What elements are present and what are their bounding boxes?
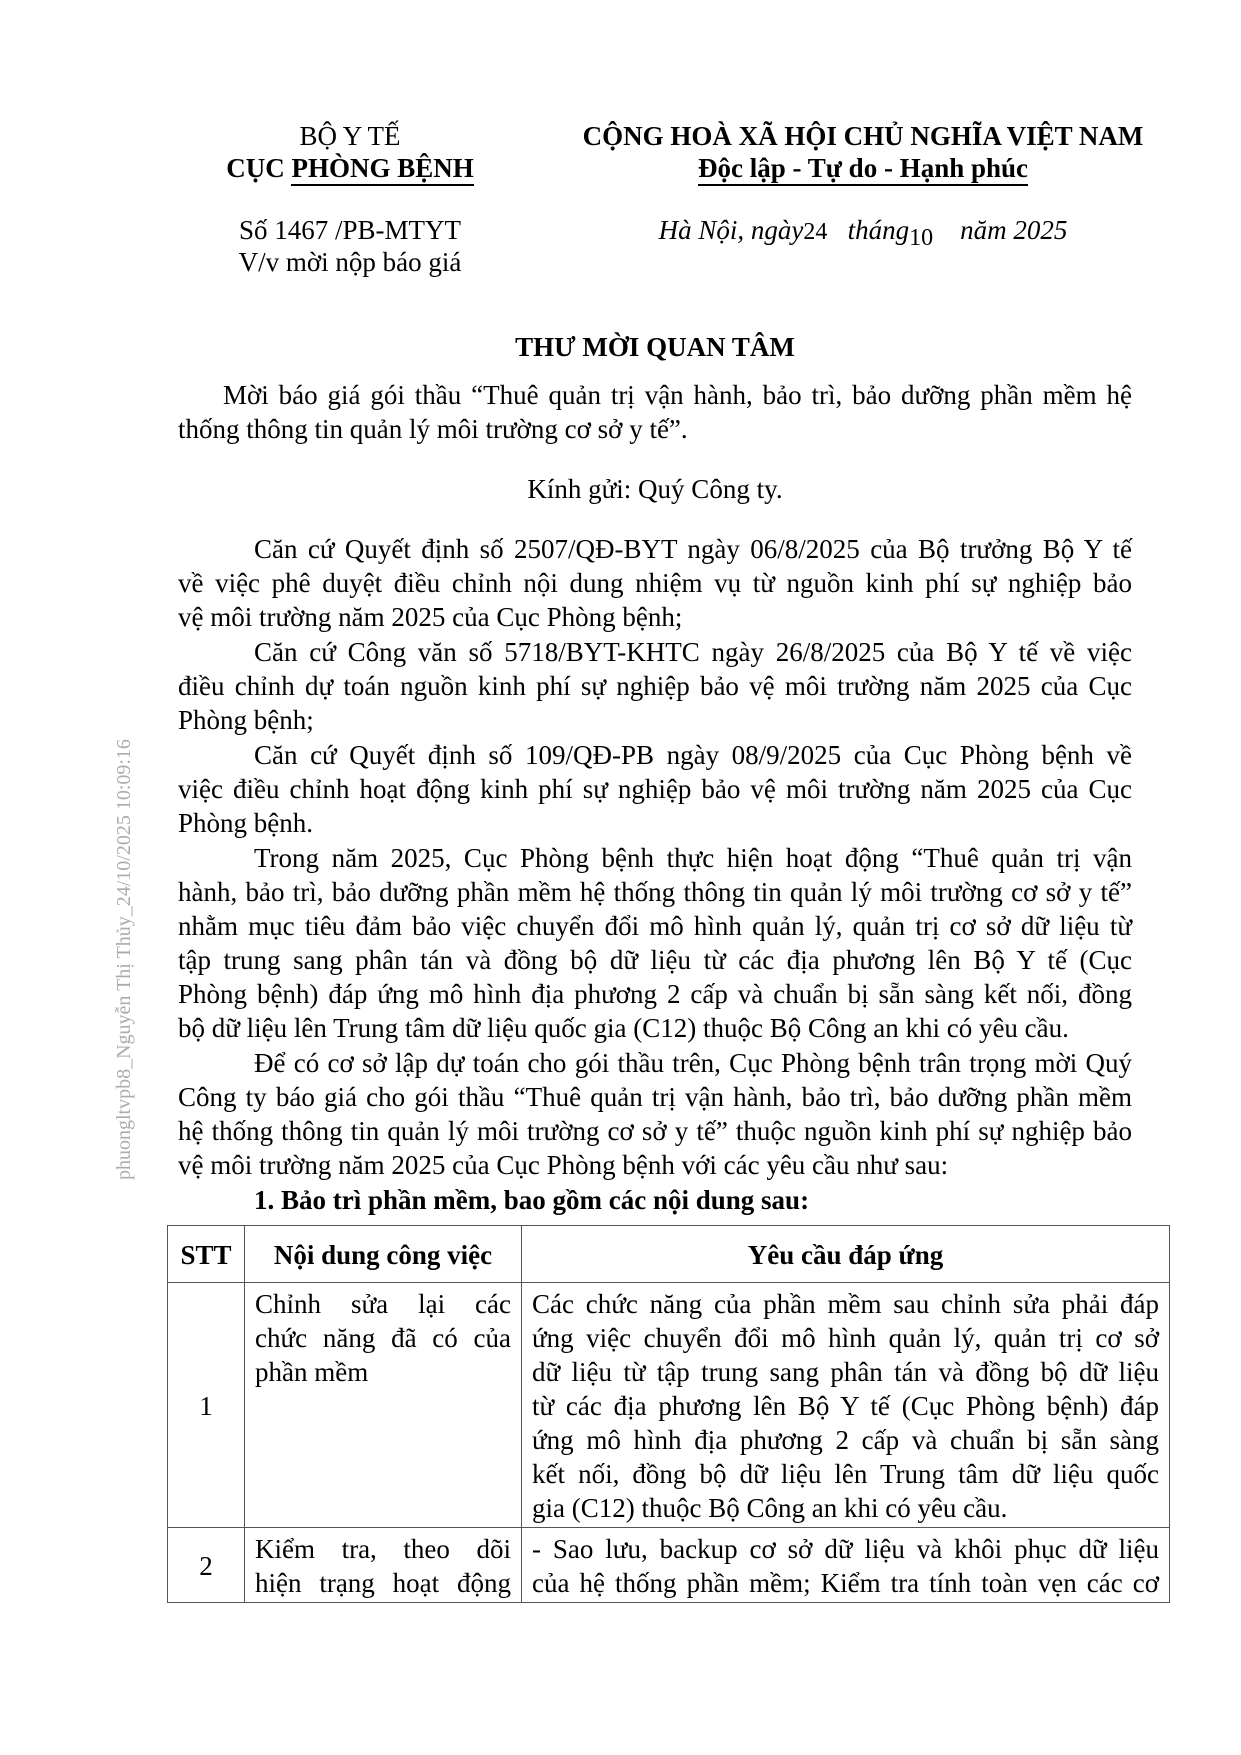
body-paragraph bbox=[178, 1046, 1132, 1182]
document-number: Số 1467 /PB-MTYT bbox=[238, 215, 462, 245]
date-prefix: Hà Nội, ngày bbox=[658, 215, 804, 245]
requirement-line: của hệ thống phần mềm; Kiểm tra tính toàn vẹn các cơ bbox=[532, 1568, 1159, 1598]
paragraph-line: vệ môi trường năm 2025 của Cục Phòng bệnh; bbox=[178, 602, 683, 632]
paragraph-line: Căn cứ Quyết định số 109/QĐ-PB ngày 08/9/2025 của Cục Phòng bệnh về bbox=[254, 740, 1132, 770]
cell-task bbox=[245, 1528, 522, 1603]
paragraph-line: tập trung sang phân tán và đồng bộ dữ liệu từ các địa phương lên Bộ Y tế (Cục bbox=[178, 945, 1132, 975]
table-row bbox=[168, 1528, 1170, 1603]
date-day: 24 bbox=[803, 219, 828, 245]
body-paragraph bbox=[178, 738, 1132, 840]
cell-stt: 2 bbox=[168, 1528, 245, 1603]
document-body bbox=[178, 330, 1159, 1603]
header-task: Nội dung công việc bbox=[245, 1226, 522, 1283]
task-line: Kiểm tra, theo dõi bbox=[255, 1534, 511, 1564]
date-year: năm 2025 bbox=[960, 215, 1068, 245]
paragraph-line: nhằm mục tiêu đảm bảo việc chuyển đổi mô hình quản lý, quản trị cơ sở dữ liệu từ bbox=[178, 911, 1132, 941]
requirement-line: ứng mô hình địa phương 2 cấp và chuẩn bị sẵn sàng bbox=[532, 1425, 1159, 1455]
cell-stt: 1 bbox=[168, 1283, 245, 1528]
body-paragraph bbox=[178, 532, 1132, 634]
watermark: phuongltvpb8_Nguyễn Thị Thủy_24/10/2025 10:09:16 bbox=[113, 739, 135, 1180]
requirement-line: từ các địa phương lên Bộ Y tế (Cục Phòng bệnh) đáp bbox=[532, 1391, 1159, 1421]
task-line: chức năng đã có của bbox=[255, 1323, 511, 1353]
department-prefix: CỤC bbox=[226, 153, 292, 183]
paragraph-line: về việc phê duyệt điều chỉnh nội dung nhiệm vụ từ nguồn kinh phí sự nghiệp bảo bbox=[178, 568, 1132, 598]
intro-paragraph bbox=[178, 378, 1132, 446]
task-line: hiện trạng hoạt động bbox=[255, 1568, 511, 1598]
body-text bbox=[178, 532, 1132, 1217]
paragraph-line: Để có cơ sở lập dự toán cho gói thầu trên, Cục Phòng bệnh trân trọng mời Quý bbox=[254, 1048, 1132, 1078]
requirement-line: Các chức năng của phần mềm sau chỉnh sửa phải đáp bbox=[532, 1289, 1159, 1319]
requirement-line: gia (C12) thuộc Bộ Công an khi có yêu cầu. bbox=[532, 1493, 1008, 1523]
date-month-label: tháng bbox=[847, 215, 910, 245]
country-name: CỘNG HOÀ XÃ HỘI CHỦ NGHĨA VIỆT NAM bbox=[582, 121, 1144, 151]
paragraph-line: Công ty báo giá cho gói thầu “Thuê quản trị vận hành, bảo trì, bảo dưỡng phần mềm bbox=[178, 1082, 1132, 1112]
intro-line: thống thông tin quản lý môi trường cơ sở y tế”. bbox=[178, 414, 688, 444]
section-heading: 1. Bảo trì phần mềm, bao gồm các nội dung sau: bbox=[254, 1185, 810, 1215]
paragraph-line: việc điều chỉnh hoạt động kinh phí sự nghiệp bảo vệ môi trường năm 2025 của Cục bbox=[178, 774, 1132, 804]
table-header-row bbox=[168, 1226, 1170, 1283]
requirement-line: ứng việc chuyển đổi mô hình quản lý, quản trị cơ sở bbox=[532, 1323, 1159, 1353]
body-paragraph bbox=[178, 841, 1132, 1045]
header-stt: STT bbox=[168, 1226, 245, 1283]
paragraph-line: Phòng bệnh; bbox=[178, 705, 314, 735]
cell-requirement bbox=[522, 1283, 1170, 1528]
paragraph-line: vệ môi trường năm 2025 của Cục Phòng bệnh với các yêu cầu như sau: bbox=[178, 1150, 949, 1180]
body-paragraph bbox=[178, 635, 1132, 737]
department-name-underlined: PHÒNG BỆNH bbox=[291, 153, 473, 186]
task-line: phần mềm bbox=[255, 1357, 369, 1387]
table-row bbox=[168, 1283, 1170, 1528]
paragraph-line: điều chỉnh dự toán nguồn kinh phí sự nghiệp bảo vệ môi trường năm 2025 của Cục bbox=[178, 671, 1132, 701]
requirement-line: dữ liệu từ tập trung sang phân tán và đồng bộ dữ liệu bbox=[532, 1357, 1159, 1387]
paragraph-line: Phòng bệnh) đáp ứng mô hình địa phương 2 cấp và chuẩn bị sẵn sàng kết nối, đồng bbox=[178, 979, 1132, 1009]
header-requirement: Yêu cầu đáp ứng bbox=[522, 1226, 1170, 1283]
ministry-name: BỘ Y TẾ bbox=[299, 121, 401, 151]
date-month: 10 bbox=[909, 225, 934, 251]
issue-date bbox=[553, 214, 1173, 251]
task-line: Chỉnh sửa lại các bbox=[255, 1289, 511, 1319]
issuer-block bbox=[200, 120, 500, 278]
page-title: THƯ MỜI QUAN TÂM bbox=[515, 332, 795, 362]
requirement-line: kết nối, đồng bộ dữ liệu lên Trung tâm dữ liệu quốc bbox=[532, 1459, 1159, 1489]
department-name bbox=[200, 152, 500, 184]
cell-requirement bbox=[522, 1528, 1170, 1603]
paragraph-line: Trong năm 2025, Cục Phòng bệnh thực hiện hoạt động “Thuê quản trị vận bbox=[254, 843, 1132, 873]
document-subject: V/v mời nộp báo giá bbox=[238, 247, 462, 277]
greeting: Kính gửi: Quý Công ty. bbox=[527, 474, 783, 504]
paragraph-line: Căn cứ Công văn số 5718/BYT-KHTC ngày 26/8/2025 của Bộ Y tế về việc bbox=[254, 637, 1132, 667]
requirement-line: - Sao lưu, backup cơ sở dữ liệu và khôi phục dữ liệu bbox=[532, 1534, 1159, 1564]
cell-task bbox=[245, 1283, 522, 1528]
maintenance-table bbox=[167, 1225, 1170, 1603]
paragraph-line: hệ thống thông tin quản lý môi trường cơ sở y tế” thuộc nguồn kinh phí sự nghiệp bảo bbox=[178, 1116, 1132, 1146]
paragraph-line: hành, bảo trì, bảo dưỡng phần mềm hệ thống thông tin quản lý môi trường cơ sở y tế” bbox=[178, 877, 1132, 907]
intro-line: Mời báo giá gói thầu “Thuê quản trị vận hành, bảo trì, bảo dưỡng phần mềm hệ bbox=[223, 380, 1132, 410]
paragraph-line: Căn cứ Quyết định số 2507/QĐ-BYT ngày 06/8/2025 của Bộ trưởng Bộ Y tế bbox=[254, 534, 1132, 564]
national-motto: Độc lập - Tự do - Hạnh phúc bbox=[698, 153, 1028, 186]
paragraph-line: bộ dữ liệu lên Trung tâm dữ liệu quốc gia (C12) thuộc Bộ Công an khi có yêu cầu. bbox=[178, 1013, 1069, 1043]
national-block bbox=[553, 120, 1173, 251]
paragraph-line: Phòng bệnh. bbox=[178, 808, 313, 838]
